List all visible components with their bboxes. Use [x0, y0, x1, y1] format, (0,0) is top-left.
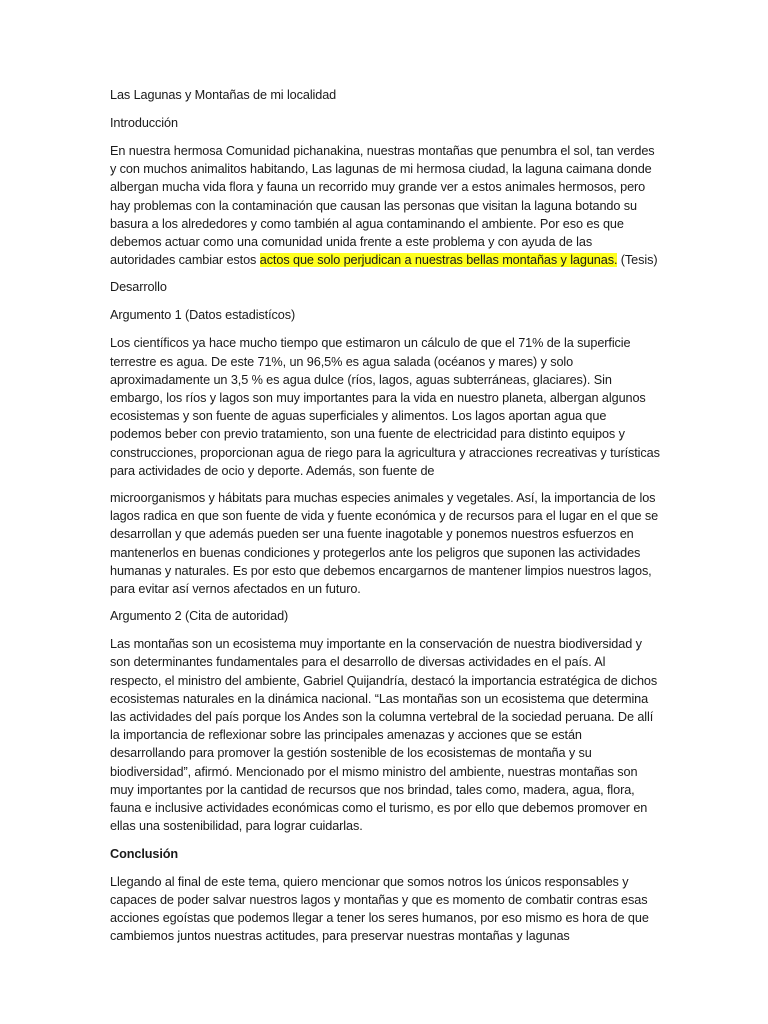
- conclusion-paragraph: Llegando al final de este tema, quiero mencionar que somos notros los únicos responsables y capaces de poder salvar nuestros lagos y montañas y que es momento de combatir contras esas acciones egoístas que podemos llegar a tener los seres humanos, por eso mismo es hora de que cambiemos juntos nuestras actitudes, para preservar nuestras montañas y lagunas: [110, 874, 649, 944]
- argument-1-paragraph: [110, 334, 660, 598]
- argument-1-heading: Argumento 1 (Datos estadistícos): [110, 308, 296, 323]
- development-heading: Desarrollo: [110, 280, 167, 295]
- intro-text: En nuestra hermosa Comunidad pichanakina, nuestras montañas que penumbra el sol, tan verdes y con muchos animalitos habitando, Las lagunas de mi hermosa ciudad, la laguna caimana donde albergan mucha vida flora y fauna un recorrido muy grande ver a estos animales hermosos, pero hay problemas con la contaminación que causan las personas que visitan la laguna botando su basura a los alrededores y como también al agua contaminando el ambiente. Por eso es que debemos actuar como una comunidad unida frente a este problema y con ayuda de las autoridades cambiar estos: [110, 144, 655, 268]
- conclusion-heading: Conclusión: [110, 846, 179, 861]
- document-title: Las Lagunas y Montañas de mi localidad: [110, 88, 337, 102]
- intro-heading: Introducción: [110, 116, 178, 130]
- intro-paragraph: [110, 142, 660, 269]
- thesis-label: (Tesis): [617, 253, 658, 268]
- document-body: [110, 86, 660, 945]
- argument-2-heading: Argumento 2 (Cita de autoridad): [110, 609, 289, 624]
- argument-1-text-b: microorganismos y hábitats para muchas especies animales y vegetales. Así, la importancia de los lagos radica en que son fuente de vida y fuente económica y de recursos para el lugar en el que se desarrollan y que además pueden ser una fuente inagotable y ponemos nuestros esfuerzos en mantenerlos en buenas condiciones y protegerlos ante los peligros que suponen las actividades humanas y naturales. Es por esto que debemos encargarnos de mantener limpios nuestros lagos, para evitar así vernos afectados en un futuro.: [110, 491, 659, 597]
- thesis-highlight: actos que solo perjudican a nuestras bellas montañas y lagunas.: [259, 253, 618, 268]
- argument-1-text-a: Los científicos ya hace mucho tiempo que estimaron un cálculo de que el 71% de la superficie terrestre es agua. De este 71%, un 96,5% es agua salada (océanos y mares) y solo aproximadamente un 3,5 % es agua dulce (ríos, lagos, aguas subterráneas, glaciares). Sin embargo, los ríos y lagos son muy importantes para la vida en nuestro planeta, albergan algunos ecosistemas y son fuente de aguas superficiales y alimentos. Los lagos aportan agua que podemos beber con previo tratamiento, son una fuente de electricidad para distinto equipos y construcciones, proporcionan agua de riego para la agricultura y atracciones recreativas y turísticas para actividades de ocio y deporte. Además, son fuente de: [110, 336, 660, 478]
- argument-2-paragraph: Las montañas son un ecosistema muy importante en la conservación de nuestra biodiversidad y son determinantes fundamentales para el desarrollo de diversas actividades en el país. Al respecto, el ministro del ambiente, Gabriel Quijandría, destacó la importancia estratégica de dichos ecosistemas naturales en la dinámica nacional. “Las montañas son un ecosistema que determina las actividades del país porque los Andes son la columna vertebral de la sociedad peruana. De allí la importancia de reflexionar sobre las principales amenazas y acciones que se están desarrollando para promover la gestión sostenible de los ecosistemas de montaña y su biodiversidad”, afirmó. Mencionado por el mismo ministro del ambiente, nuestras montañas son muy importantes por la cantidad de recursos que nos brindad, tales como, madera, agua, flora, fauna e inclusive actividades económicas como el turismo, es por ello que debemos promover en ellas una sostenibilidad, para lograr cuidarlas.: [110, 637, 658, 834]
